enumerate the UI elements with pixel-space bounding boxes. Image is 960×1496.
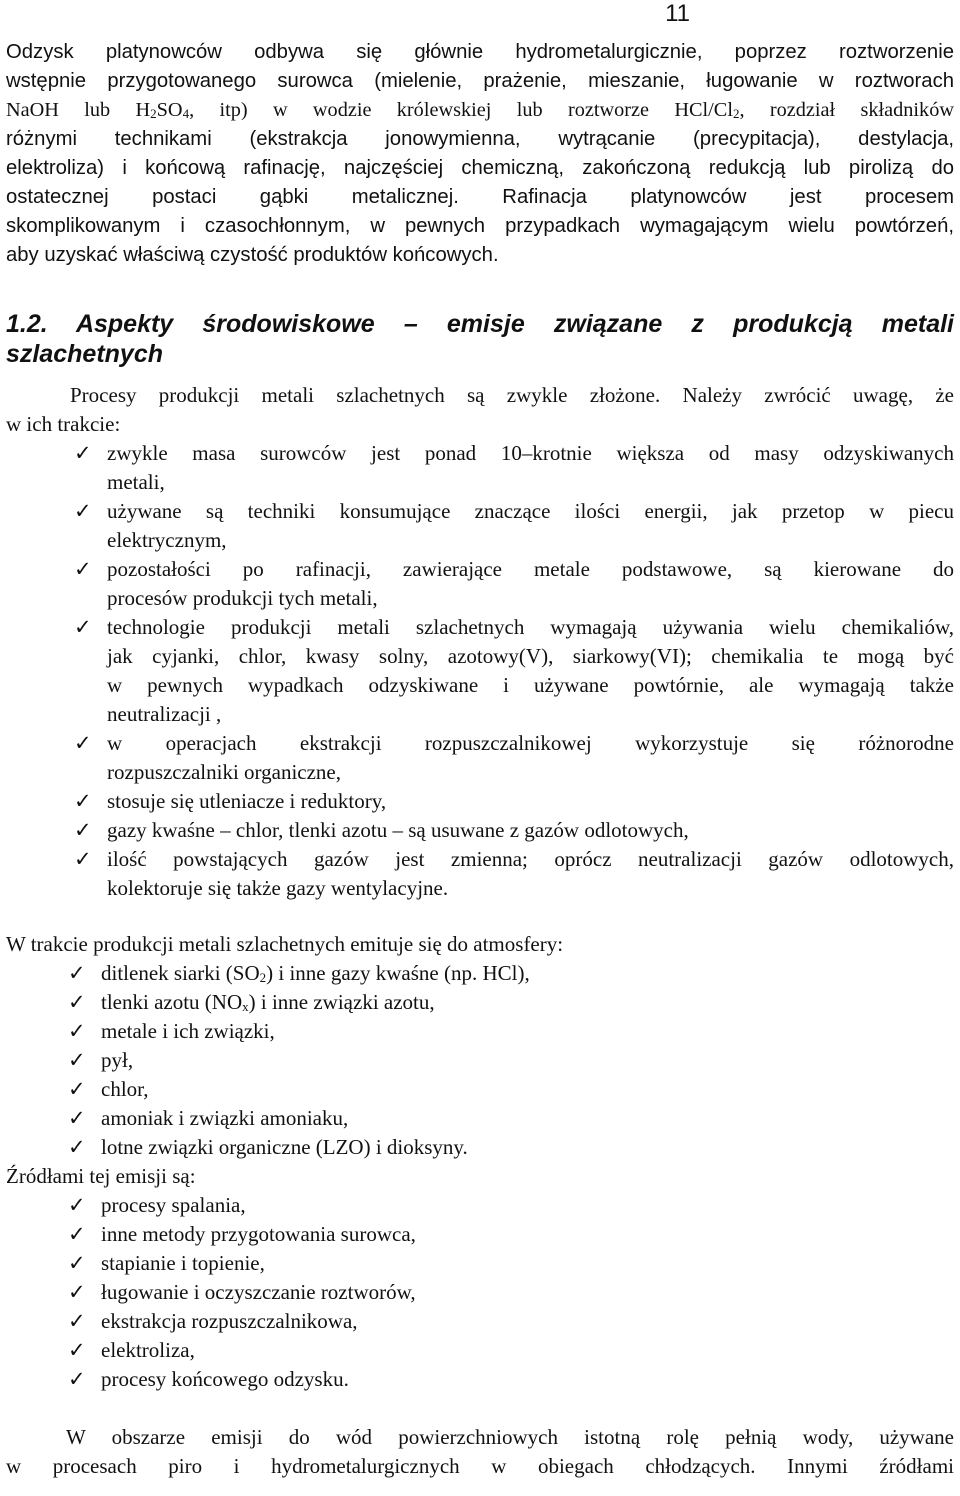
intro-line-7: skomplikowanym i czasochłonnym, w pewnych przypadkach wymagającym wielu powtórzeń, xyxy=(6,215,954,237)
check-icon: ✓ xyxy=(68,1077,86,1101)
check-icon: ✓ xyxy=(74,731,92,755)
list-item-line: rozpuszczalniki organiczne, xyxy=(107,760,342,784)
paragraph-emission-sources: Źródłami tej emisji są: xyxy=(6,1164,196,1188)
check-icon: ✓ xyxy=(68,1106,86,1130)
check-icon: ✓ xyxy=(74,789,92,813)
document-body xyxy=(6,38,954,1481)
check-icon: ✓ xyxy=(68,1019,86,1043)
list-item xyxy=(6,555,954,613)
list-item: ✓ lotne związki organiczne (LZO) i dioksyny. xyxy=(6,1133,954,1162)
paragraph-line-1: W obszarze emisji do wód powierzchniowych istotną rolę pełnią wody, używane xyxy=(66,1425,954,1449)
list-item xyxy=(6,787,954,816)
paragraph-water-emissions xyxy=(6,1423,954,1481)
check-icon: ✓ xyxy=(68,1367,86,1391)
list-item: ✓ tlenki azotu $(NO_x)$ i inne związki azotu, xyxy=(6,988,954,1017)
list-item: ✓ chlor, xyxy=(6,1075,954,1104)
check-icon: ✓ xyxy=(74,499,92,523)
list-item-line: gazy kwaśne – chlor, tlenki azotu – są usuwane z gazów odlotowych, xyxy=(107,818,689,842)
check-icon: ✓ xyxy=(74,847,92,871)
list-item-line: w pewnych wypadkach odzyskiwane i używane powtórnie, ale wymagają także xyxy=(107,673,954,697)
paragraph-processes xyxy=(6,381,954,439)
section-heading xyxy=(6,309,954,369)
check-icon: ✓ xyxy=(68,1280,86,1304)
check-icon: ✓ xyxy=(68,1222,86,1246)
intro-paragraph xyxy=(6,38,954,270)
list-item: ✓ procesy spalania, xyxy=(6,1191,954,1220)
list-item-line: używane są techniki konsumujące znaczące ilości energii, jak przetop w piecu xyxy=(107,499,954,523)
paragraph-line-2: w procesach piro i hydrometalurgicznych w obiegach chłodzących. Innymi źródłami xyxy=(6,1454,954,1478)
list-item: ✓ amoniak i związki amoniaku, xyxy=(6,1104,954,1133)
check-icon: ✓ xyxy=(74,818,92,842)
check-icon: ✓ xyxy=(68,1048,86,1072)
list-item-line: jak cyjanki, chlor, kwasy solny, azotowy(V), siarkowy(VI); chemikalia te mogą być xyxy=(107,644,954,668)
list-item-line: procesów produkcji tych metali, xyxy=(107,586,378,610)
intro-line-4: różnymi technikami (ekstrakcja jonowymienna, wytrącanie (precypitacja), destylacja, xyxy=(6,128,954,150)
list-item: ✓ ekstrakcja rozpuszczalnikowa, xyxy=(6,1307,954,1336)
check-icon: ✓ xyxy=(74,615,92,639)
check-icon: ✓ xyxy=(68,1251,86,1275)
intro-line-5: elektroliza) i końcową rafinację, najczęściej chemiczną, zakończoną redukcją lub pirolizą do xyxy=(6,157,954,179)
list-item: ✓ ditlenek siarki $(SO_2)$ i inne gazy kwaśne (np. HCl), xyxy=(6,959,954,988)
emission-sources-list xyxy=(6,1191,954,1394)
list-item xyxy=(6,729,954,787)
list-item: ✓ metale i ich związki, xyxy=(6,1017,954,1046)
atmospheric-emissions-list xyxy=(6,959,954,1162)
section-body xyxy=(6,381,954,1481)
intro-line-1: Odzysk platynowców odbywa się głównie hydrometalurgicznie, poprzez roztworzenie xyxy=(6,41,954,63)
process-characteristics-list xyxy=(6,439,954,903)
intro-line-8: aby uzyskać właściwą czystość produktów końcowych. xyxy=(6,244,499,266)
check-icon: ✓ xyxy=(74,557,92,581)
check-icon: ✓ xyxy=(68,1135,86,1159)
list-item-line: metali, xyxy=(107,470,165,494)
page-number: 11 xyxy=(665,0,690,27)
list-item-line: stosuje się utleniacze i reduktory, xyxy=(107,789,387,813)
list-item-line: kolektoruje się także gazy wentylacyjne. xyxy=(107,876,449,900)
list-item-line: pozostałości po rafinacji, zawierające metale podstawowe, są kierowane do xyxy=(107,557,954,581)
list-item-line: technologie produkcji metali szlachetnych wymagają używania wielu chemikaliów, xyxy=(107,615,954,639)
intro-line-2: wstępnie przygotowanego surowca (mielenie, prażenie, mieszanie, ługowanie w roztworach xyxy=(6,70,954,92)
list-item xyxy=(6,845,954,903)
check-icon: ✓ xyxy=(68,1309,86,1333)
check-icon: ✓ xyxy=(68,1338,86,1362)
intro-line-3: NaOH lub $H_2SO_4$, itp) w wodzie królewskiej lub roztworze HCl/$Cl_2$, rozdział składników xyxy=(6,99,954,121)
list-item: ✓ procesy końcowego odzysku. xyxy=(6,1365,954,1394)
check-icon: ✓ xyxy=(74,441,92,465)
paragraph-line-1: Procesy produkcji metali szlachetnych są zwykle złożone. Należy zwrócić uwagę, że xyxy=(70,383,954,407)
list-item-line: ilość powstających gazów jest zmienna; oprócz neutralizacji gazów odlotowych, xyxy=(107,847,954,871)
list-item-line: w operacjach ekstrakcji rozpuszczalnikowej wykorzystuje się różnorodne xyxy=(107,731,954,755)
list-item-line: neutralizacji , xyxy=(107,702,222,726)
check-icon: ✓ xyxy=(68,961,86,985)
section-heading-line-1: 1.2. Aspekty środowiskowe – emisje związane z produkcją metali xyxy=(6,310,954,338)
list-item-line: zwykle masa surowców jest ponad 10–krotnie większa od masy odzyskiwanych xyxy=(107,441,954,465)
intro-line-6: ostatecznej postaci gąbki metalicznej. Rafinacja platynowców jest procesem xyxy=(6,186,954,208)
check-icon: ✓ xyxy=(68,990,86,1014)
check-icon: ✓ xyxy=(68,1193,86,1217)
list-item: ✓ elektroliza, xyxy=(6,1336,954,1365)
list-item xyxy=(6,613,954,729)
section-heading-line-2: szlachetnych xyxy=(6,340,164,368)
list-item: ✓ inne metody przygotowania surowca, xyxy=(6,1220,954,1249)
list-item: ✓ ługowanie i oczyszczanie roztworów, xyxy=(6,1278,954,1307)
paragraph-emissions-intro: W trakcie produkcji metali szlachetnych emituje się do atmosfery: xyxy=(6,932,564,956)
list-item-line: elektrycznym, xyxy=(107,528,227,552)
list-item xyxy=(6,439,954,497)
list-item: ✓ stapianie i topienie, xyxy=(6,1249,954,1278)
list-item xyxy=(6,497,954,555)
list-item: ✓ pył, xyxy=(6,1046,954,1075)
list-item xyxy=(6,816,954,845)
paragraph-line-2: w ich trakcie: xyxy=(6,412,121,436)
